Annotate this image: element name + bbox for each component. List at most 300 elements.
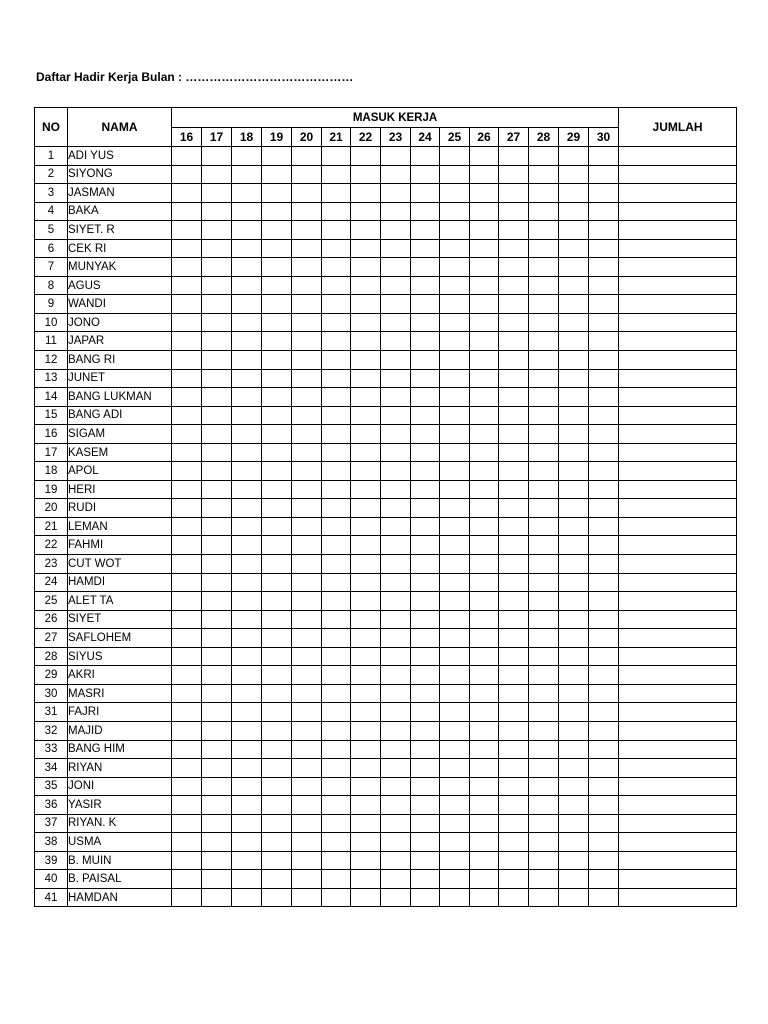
attendance-cell — [202, 888, 232, 907]
attendance-cell — [322, 369, 351, 388]
attendance-cell — [202, 480, 232, 499]
attendance-cell — [411, 536, 440, 555]
attendance-cell — [232, 202, 262, 221]
attendance-cell — [232, 332, 262, 351]
attendance-cell — [470, 165, 499, 184]
attendance-cell — [381, 684, 411, 703]
jumlah-cell — [619, 443, 737, 462]
attendance-cell — [411, 888, 440, 907]
header-day: 26 — [470, 128, 499, 147]
jumlah-cell — [619, 870, 737, 889]
attendance-cell — [529, 740, 559, 759]
attendance-cell — [381, 351, 411, 370]
attendance-cell — [470, 258, 499, 277]
row-name: RUDI — [68, 499, 172, 518]
attendance-cell — [172, 721, 202, 740]
attendance-cell — [322, 536, 351, 555]
attendance-cell — [411, 258, 440, 277]
attendance-cell — [559, 388, 589, 407]
attendance-cell — [559, 351, 589, 370]
attendance-cell — [559, 647, 589, 666]
attendance-cell — [202, 759, 232, 778]
attendance-cell — [292, 759, 322, 778]
attendance-cell — [381, 499, 411, 518]
attendance-cell — [262, 258, 292, 277]
attendance-cell — [232, 740, 262, 759]
attendance-cell — [292, 740, 322, 759]
attendance-cell — [202, 388, 232, 407]
row-name: B. PAISAL — [68, 870, 172, 889]
attendance-cell — [262, 684, 292, 703]
jumlah-cell — [619, 184, 737, 203]
attendance-cell — [499, 147, 529, 166]
attendance-cell — [262, 610, 292, 629]
attendance-cell — [292, 629, 322, 648]
table-row — [35, 740, 737, 759]
attendance-cell — [381, 443, 411, 462]
attendance-cell — [559, 555, 589, 574]
attendance-cell — [411, 759, 440, 778]
attendance-cell — [499, 888, 529, 907]
attendance-cell — [322, 592, 351, 611]
attendance-cell — [589, 332, 619, 351]
row-number: 2 — [35, 165, 68, 184]
attendance-cell — [381, 814, 411, 833]
attendance-cell — [172, 295, 202, 314]
attendance-cell — [589, 221, 619, 240]
attendance-cell — [440, 406, 470, 425]
attendance-cell — [499, 388, 529, 407]
attendance-cell — [232, 443, 262, 462]
attendance-cell — [529, 388, 559, 407]
attendance-cell — [232, 666, 262, 685]
attendance-cell — [232, 870, 262, 889]
attendance-cell — [440, 388, 470, 407]
attendance-cell — [559, 147, 589, 166]
attendance-cell — [499, 870, 529, 889]
attendance-cell — [202, 814, 232, 833]
attendance-cell — [262, 462, 292, 481]
attendance-cell — [440, 629, 470, 648]
attendance-cell — [589, 666, 619, 685]
attendance-cell — [559, 740, 589, 759]
attendance-cell — [351, 573, 381, 592]
attendance-cell — [589, 796, 619, 815]
attendance-cell — [589, 610, 619, 629]
attendance-cell — [351, 499, 381, 518]
attendance-cell — [529, 425, 559, 444]
attendance-cell — [202, 721, 232, 740]
attendance-cell — [232, 369, 262, 388]
attendance-cell — [440, 351, 470, 370]
attendance-cell — [470, 351, 499, 370]
row-number: 1 — [35, 147, 68, 166]
attendance-cell — [262, 740, 292, 759]
attendance-cell — [470, 369, 499, 388]
attendance-cell — [202, 295, 232, 314]
attendance-cell — [262, 147, 292, 166]
attendance-cell — [440, 814, 470, 833]
attendance-cell — [322, 165, 351, 184]
row-name: SIYONG — [68, 165, 172, 184]
attendance-cell — [292, 480, 322, 499]
attendance-cell — [292, 684, 322, 703]
attendance-cell — [322, 703, 351, 722]
attendance-cell — [529, 221, 559, 240]
attendance-cell — [499, 295, 529, 314]
attendance-cell — [381, 629, 411, 648]
attendance-cell — [381, 425, 411, 444]
attendance-cell — [529, 499, 559, 518]
attendance-cell — [292, 721, 322, 740]
attendance-cell — [411, 165, 440, 184]
attendance-cell — [411, 555, 440, 574]
attendance-cell — [499, 610, 529, 629]
attendance-cell — [470, 147, 499, 166]
attendance-cell — [499, 462, 529, 481]
attendance-cell — [559, 499, 589, 518]
attendance-cell — [499, 351, 529, 370]
attendance-cell — [172, 480, 202, 499]
attendance-cell — [529, 759, 559, 778]
attendance-cell — [470, 703, 499, 722]
row-name: APOL — [68, 462, 172, 481]
row-number: 26 — [35, 610, 68, 629]
attendance-cell — [440, 610, 470, 629]
attendance-cell — [172, 517, 202, 536]
attendance-cell — [440, 833, 470, 852]
attendance-cell — [172, 258, 202, 277]
attendance-cell — [292, 332, 322, 351]
attendance-cell — [499, 592, 529, 611]
table-row — [35, 147, 737, 166]
attendance-cell — [172, 851, 202, 870]
attendance-cell — [470, 592, 499, 611]
table-row — [35, 499, 737, 518]
attendance-cell — [381, 796, 411, 815]
attendance-cell — [322, 388, 351, 407]
row-name: BANG ADI — [68, 406, 172, 425]
attendance-cell — [351, 369, 381, 388]
jumlah-cell — [619, 221, 737, 240]
attendance-cell — [589, 851, 619, 870]
jumlah-cell — [619, 276, 737, 295]
attendance-cell — [172, 202, 202, 221]
attendance-cell — [559, 629, 589, 648]
attendance-cell — [559, 833, 589, 852]
attendance-cell — [172, 147, 202, 166]
attendance-cell — [440, 703, 470, 722]
attendance-cell — [381, 666, 411, 685]
attendance-cell — [202, 239, 232, 258]
attendance-cell — [351, 740, 381, 759]
attendance-cell — [322, 888, 351, 907]
attendance-cell — [470, 388, 499, 407]
attendance-cell — [381, 703, 411, 722]
attendance-cell — [381, 555, 411, 574]
attendance-cell — [351, 814, 381, 833]
attendance-cell — [470, 239, 499, 258]
attendance-cell — [589, 870, 619, 889]
attendance-cell — [322, 517, 351, 536]
attendance-cell — [411, 517, 440, 536]
attendance-cell — [499, 332, 529, 351]
attendance-cell — [411, 239, 440, 258]
table-row — [35, 870, 737, 889]
attendance-cell — [351, 276, 381, 295]
attendance-cell — [232, 239, 262, 258]
attendance-cell — [529, 517, 559, 536]
attendance-cell — [381, 276, 411, 295]
attendance-cell — [440, 480, 470, 499]
attendance-cell — [529, 833, 559, 852]
jumlah-cell — [619, 796, 737, 815]
attendance-cell — [322, 425, 351, 444]
row-number: 36 — [35, 796, 68, 815]
attendance-cell — [172, 666, 202, 685]
attendance-cell — [172, 388, 202, 407]
attendance-cell — [499, 740, 529, 759]
attendance-cell — [351, 332, 381, 351]
attendance-cell — [529, 295, 559, 314]
jumlah-cell — [619, 573, 737, 592]
attendance-cell — [322, 443, 351, 462]
attendance-cell — [351, 221, 381, 240]
attendance-cell — [232, 684, 262, 703]
attendance-cell — [470, 517, 499, 536]
attendance-cell — [411, 406, 440, 425]
table-row — [35, 406, 737, 425]
attendance-cell — [172, 443, 202, 462]
attendance-cell — [322, 239, 351, 258]
row-number: 38 — [35, 833, 68, 852]
attendance-cell — [499, 517, 529, 536]
attendance-cell — [411, 870, 440, 889]
attendance-cell — [499, 165, 529, 184]
attendance-cell — [470, 184, 499, 203]
attendance-cell — [292, 239, 322, 258]
attendance-cell — [499, 796, 529, 815]
attendance-cell — [202, 833, 232, 852]
attendance-cell — [411, 833, 440, 852]
attendance-cell — [202, 517, 232, 536]
attendance-cell — [499, 369, 529, 388]
attendance-cell — [292, 851, 322, 870]
attendance-cell — [529, 462, 559, 481]
attendance-cell — [292, 184, 322, 203]
table-row — [35, 796, 737, 815]
row-name: WANDI — [68, 295, 172, 314]
attendance-cell — [262, 443, 292, 462]
attendance-cell — [351, 351, 381, 370]
attendance-cell — [292, 369, 322, 388]
attendance-cell — [292, 777, 322, 796]
attendance-cell — [172, 536, 202, 555]
attendance-cell — [411, 703, 440, 722]
attendance-cell — [322, 221, 351, 240]
attendance-cell — [411, 796, 440, 815]
attendance-cell — [589, 388, 619, 407]
attendance-cell — [351, 777, 381, 796]
attendance-cell — [411, 684, 440, 703]
attendance-cell — [351, 851, 381, 870]
attendance-cell — [559, 221, 589, 240]
attendance-cell — [529, 239, 559, 258]
header-day: 25 — [440, 128, 470, 147]
row-number: 15 — [35, 406, 68, 425]
attendance-cell — [262, 332, 292, 351]
row-name: FAHMI — [68, 536, 172, 555]
attendance-cell — [351, 759, 381, 778]
attendance-cell — [440, 313, 470, 332]
attendance-cell — [499, 184, 529, 203]
attendance-cell — [172, 165, 202, 184]
jumlah-cell — [619, 369, 737, 388]
attendance-cell — [589, 276, 619, 295]
attendance-cell — [262, 592, 292, 611]
attendance-cell — [559, 703, 589, 722]
attendance-cell — [440, 517, 470, 536]
table-row — [35, 462, 737, 481]
row-name: ADI YUS — [68, 147, 172, 166]
attendance-cell — [202, 851, 232, 870]
attendance-cell — [322, 759, 351, 778]
row-number: 29 — [35, 666, 68, 685]
attendance-cell — [202, 425, 232, 444]
attendance-cell — [589, 573, 619, 592]
row-name: SIGAM — [68, 425, 172, 444]
jumlah-cell — [619, 517, 737, 536]
attendance-cell — [589, 536, 619, 555]
row-number: 17 — [35, 443, 68, 462]
attendance-cell — [202, 351, 232, 370]
attendance-cell — [499, 684, 529, 703]
attendance-cell — [351, 184, 381, 203]
attendance-cell — [172, 406, 202, 425]
attendance-cell — [232, 517, 262, 536]
attendance-cell — [262, 165, 292, 184]
attendance-cell — [351, 721, 381, 740]
attendance-cell — [529, 555, 559, 574]
table-row — [35, 703, 737, 722]
attendance-cell — [499, 258, 529, 277]
attendance-cell — [499, 536, 529, 555]
attendance-cell — [322, 555, 351, 574]
attendance-cell — [529, 666, 559, 685]
jumlah-cell — [619, 684, 737, 703]
attendance-cell — [440, 202, 470, 221]
table-row — [35, 592, 737, 611]
attendance-cell — [470, 276, 499, 295]
attendance-cell — [351, 555, 381, 574]
attendance-cell — [202, 202, 232, 221]
attendance-cell — [262, 536, 292, 555]
attendance-cell — [262, 295, 292, 314]
attendance-cell — [470, 536, 499, 555]
attendance-cell — [559, 313, 589, 332]
table-row — [35, 425, 737, 444]
attendance-cell — [232, 851, 262, 870]
attendance-cell — [172, 351, 202, 370]
attendance-cell — [499, 814, 529, 833]
row-name: FAJRI — [68, 703, 172, 722]
table-row — [35, 777, 737, 796]
row-number: 25 — [35, 592, 68, 611]
attendance-cell — [262, 499, 292, 518]
attendance-cell — [322, 147, 351, 166]
jumlah-cell — [619, 425, 737, 444]
attendance-cell — [411, 814, 440, 833]
attendance-table — [34, 107, 737, 907]
table-row — [35, 555, 737, 574]
attendance-cell — [262, 851, 292, 870]
attendance-cell — [440, 165, 470, 184]
attendance-cell — [351, 629, 381, 648]
attendance-cell — [381, 647, 411, 666]
jumlah-cell — [619, 388, 737, 407]
attendance-cell — [440, 184, 470, 203]
attendance-cell — [351, 666, 381, 685]
attendance-cell — [589, 721, 619, 740]
attendance-cell — [559, 425, 589, 444]
attendance-cell — [411, 777, 440, 796]
attendance-cell — [381, 480, 411, 499]
row-number: 39 — [35, 851, 68, 870]
jumlah-cell — [619, 165, 737, 184]
row-number: 23 — [35, 555, 68, 574]
attendance-cell — [499, 629, 529, 648]
table-row — [35, 332, 737, 351]
attendance-cell — [172, 276, 202, 295]
attendance-cell — [322, 684, 351, 703]
jumlah-cell — [619, 888, 737, 907]
attendance-cell — [292, 517, 322, 536]
row-name: JONI — [68, 777, 172, 796]
attendance-cell — [262, 703, 292, 722]
row-number: 41 — [35, 888, 68, 907]
attendance-cell — [381, 202, 411, 221]
attendance-cell — [202, 610, 232, 629]
attendance-cell — [172, 796, 202, 815]
attendance-cell — [529, 147, 559, 166]
attendance-cell — [262, 759, 292, 778]
jumlah-cell — [619, 703, 737, 722]
attendance-cell — [470, 740, 499, 759]
attendance-cell — [440, 573, 470, 592]
row-name: JUNET — [68, 369, 172, 388]
row-name: KASEM — [68, 443, 172, 462]
attendance-cell — [470, 814, 499, 833]
row-number: 8 — [35, 276, 68, 295]
attendance-cell — [411, 332, 440, 351]
table-row — [35, 165, 737, 184]
attendance-cell — [351, 313, 381, 332]
attendance-cell — [202, 147, 232, 166]
attendance-cell — [440, 592, 470, 611]
attendance-cell — [381, 888, 411, 907]
row-number: 33 — [35, 740, 68, 759]
attendance-cell — [499, 647, 529, 666]
table-row — [35, 258, 737, 277]
jumlah-cell — [619, 629, 737, 648]
row-number: 22 — [35, 536, 68, 555]
attendance-cell — [232, 536, 262, 555]
attendance-cell — [589, 202, 619, 221]
attendance-cell — [589, 258, 619, 277]
attendance-cell — [172, 610, 202, 629]
attendance-cell — [529, 332, 559, 351]
attendance-cell — [292, 888, 322, 907]
